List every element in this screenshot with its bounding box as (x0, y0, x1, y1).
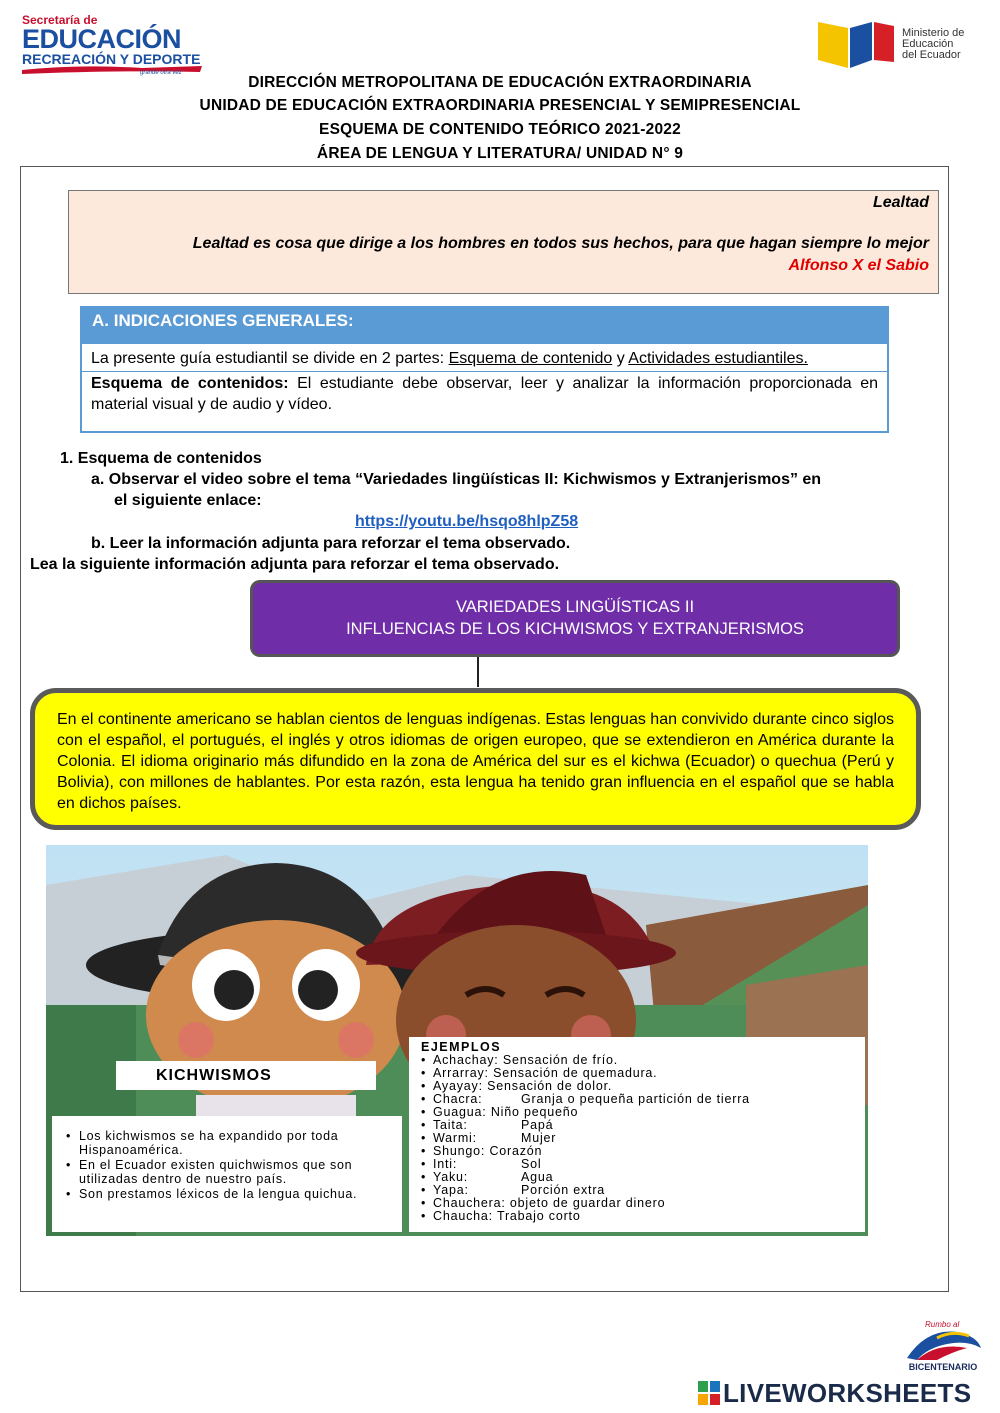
item-b: b. Leer la información adjunta para reforzar el tema observado. (91, 535, 571, 552)
kichwismos-label: KICHWISMOS (116, 1061, 376, 1090)
indicaciones-paragraph-2 (82, 372, 887, 415)
ejemplo-item (421, 1210, 857, 1223)
ejemplo-meaning: Sensación de quemadura. (493, 1066, 658, 1080)
ind-p2-bold: Esquema de contenidos: (91, 375, 289, 392)
bicentenario-script: Rumbo al (925, 1320, 960, 1329)
indicaciones-paragraph-1 (82, 344, 887, 372)
liveworksheets-logo-icon (698, 1381, 720, 1405)
ejemplo-meaning: Papá (521, 1118, 554, 1132)
ind-p1-mid: y (612, 350, 629, 367)
liveworksheets-text: LIVEWORKSHEETS (723, 1378, 972, 1408)
bicentenario-logo (897, 1318, 989, 1378)
item-a-line1: a. Observar el video sobre el tema “Variedades lingüísticas II: Kichwismos y Extranjerismos” en (91, 471, 822, 488)
ejemplo-term: Yaku: (433, 1170, 469, 1184)
ind-p1-start: La presente guía estudiantil se divide en 2 partes: (91, 350, 449, 367)
ejemplo-meaning: Porción extra (521, 1183, 606, 1197)
logo-left-line2: EDUCACIÓN (22, 24, 182, 54)
logo-left-tagline: grande otra vez (140, 70, 182, 76)
ejemplo-term: Chauchera: (433, 1196, 506, 1210)
bicentenario-mark-icon (897, 1318, 989, 1362)
header-line1: DIRECCIÓN METROPOLITANA DE EDUCACIÓN EXTRAORDINARIA (248, 74, 752, 91)
secretaria-educacion-logo (22, 14, 204, 80)
ecuador-flag-mark-icon (818, 20, 894, 72)
indicaciones-generales-box (80, 306, 889, 433)
logo-right-line2: Educación (902, 38, 954, 50)
ejemplo-meaning: Trabajo corto (496, 1209, 581, 1223)
ejemplo-meaning: Sensación de dolor. (487, 1079, 613, 1093)
kichwismos-bullet: • En el Ecuador existen quichwismos que son utilizadas dentro de nuestro país. (66, 1159, 392, 1186)
ejemplo-item (421, 1171, 857, 1184)
ejemplo-item (421, 1119, 857, 1132)
ejemplos-box (409, 1037, 865, 1232)
item-a-line2: el siguiente enlace: (114, 492, 262, 509)
bicentenario-text: BICENTENARIO (908, 1362, 978, 1372)
ejemplo-item (421, 1158, 857, 1171)
header-line2: UNIDAD DE EDUCACIÓN EXTRAORDINARIA PRESENCIAL Y SEMIPRESENCIAL (199, 97, 801, 114)
ejemplo-term: Ayayay: (433, 1079, 483, 1093)
ejemplo-term: Inti: (433, 1157, 458, 1171)
quote-text: Lealtad es cosa que dirige a los hombres en todos sus hechos, para que hagan siempre lo mejor (192, 235, 929, 252)
header-line3: ESQUEMA DE CONTENIDO TEÓRICO 2021-2022 (319, 121, 681, 138)
logo-right-line1: Ministerio de (902, 27, 965, 39)
ejemplo-meaning: objeto de guardar dinero (509, 1196, 666, 1210)
logo-left-line3: RECREACIÓN Y DEPORTE (22, 51, 201, 67)
ejemplo-item (421, 1145, 857, 1158)
item-1: 1. Esquema de contenidos (60, 450, 262, 467)
yellow-text: En el continente americano se hablan cientos de lenguas indígenas. Estas lenguas han convivido durante cinco siglos con el español, el portugués, el inglés y otros idiomas de origen europeo, que se extendieron en América durante la Colonia. El idioma originario más difundido en la zona de América del sur es el kichwa (Ecuador) o quechua (Perú y Bolivia), con millones de hablantes. Por esta razón, esta lengua ha tenido gran influencia en el español que se habla en dichos países. (57, 711, 894, 812)
ejemplo-term: Shungo: (433, 1144, 486, 1158)
ind-p2-text: El estudiante debe observar, leer y analizar la información proporcionada en material visual y de audio y vídeo. (91, 375, 879, 413)
ejemplo-meaning: Corazón (489, 1144, 543, 1158)
quote-title: Lealtad (872, 194, 929, 211)
ejemplo-meaning: Niño pequeño (490, 1105, 579, 1119)
ejemplo-term: Achachay: (433, 1053, 499, 1067)
ejemplo-term: Chaucha: (433, 1209, 493, 1223)
kichwismos-bullets (52, 1116, 402, 1232)
quote-box (68, 190, 939, 294)
purple-line2: INFLUENCIAS DE LOS KICHWISMOS Y EXTRANJERISMOS (346, 620, 804, 638)
ejemplo-term: Warmi: (433, 1131, 477, 1145)
ejemplo-meaning: Sol (521, 1157, 542, 1171)
ejemplo-term: Arrarray: (433, 1066, 489, 1080)
kichwismos-bullet: • Los kichwismos se ha expandido por toda Hispanoamérica. (66, 1130, 392, 1157)
ejemplo-term: Guagua: (433, 1105, 487, 1119)
logo-right-line3: del Ecuador (902, 49, 961, 61)
video-link[interactable]: https://youtu.be/hsqo8hlpZ58 (355, 513, 579, 530)
kichwismos-bullet-list (66, 1130, 392, 1202)
ejemplo-item (421, 1106, 857, 1119)
kichwismos-bullet: • Son prestamos léxicos de la lengua quichua. (66, 1188, 392, 1202)
ejemplo-meaning: Granja o pequeña partición de tierra (521, 1092, 750, 1106)
ejemplo-term: Chacra: (433, 1092, 483, 1106)
connector-line (477, 657, 479, 687)
variedades-title-box (250, 580, 900, 657)
purple-line1: VARIEDADES LINGÜÍSTICAS II (455, 598, 695, 616)
indicaciones-heading: A. INDICACIONES GENERALES: (82, 308, 887, 344)
ministerio-educacion-logo (818, 20, 988, 72)
liveworksheets-watermark (698, 1378, 971, 1409)
ind-p1-esquema: Esquema de contenido (448, 350, 613, 367)
ejemplos-list (421, 1054, 857, 1223)
ejemplo-meaning: Mujer (521, 1131, 557, 1145)
ejemplo-term: Taita: (433, 1118, 468, 1132)
quote-author: Alfonso X el Sabio (788, 257, 929, 274)
logo-left-line1: Secretaría de (22, 13, 98, 27)
ejemplos-heading: EJEMPLOS (421, 1040, 502, 1054)
ministerio-text (902, 28, 964, 61)
header-line4: ÁREA DE LENGUA Y LITERATURA/ UNIDAD N° 9 (316, 145, 684, 162)
lead-text: Lea la siguiente información adjunta para reforzar el tema observado. (30, 556, 560, 573)
info-yellow-box (30, 688, 921, 830)
ind-p1-actividades: Actividades estudiantiles. (628, 350, 808, 367)
ejemplo-meaning: Sensación de frío. (502, 1053, 619, 1067)
ejemplo-meaning: Agua (521, 1170, 554, 1184)
ejemplo-term: Yapa: (433, 1183, 469, 1197)
